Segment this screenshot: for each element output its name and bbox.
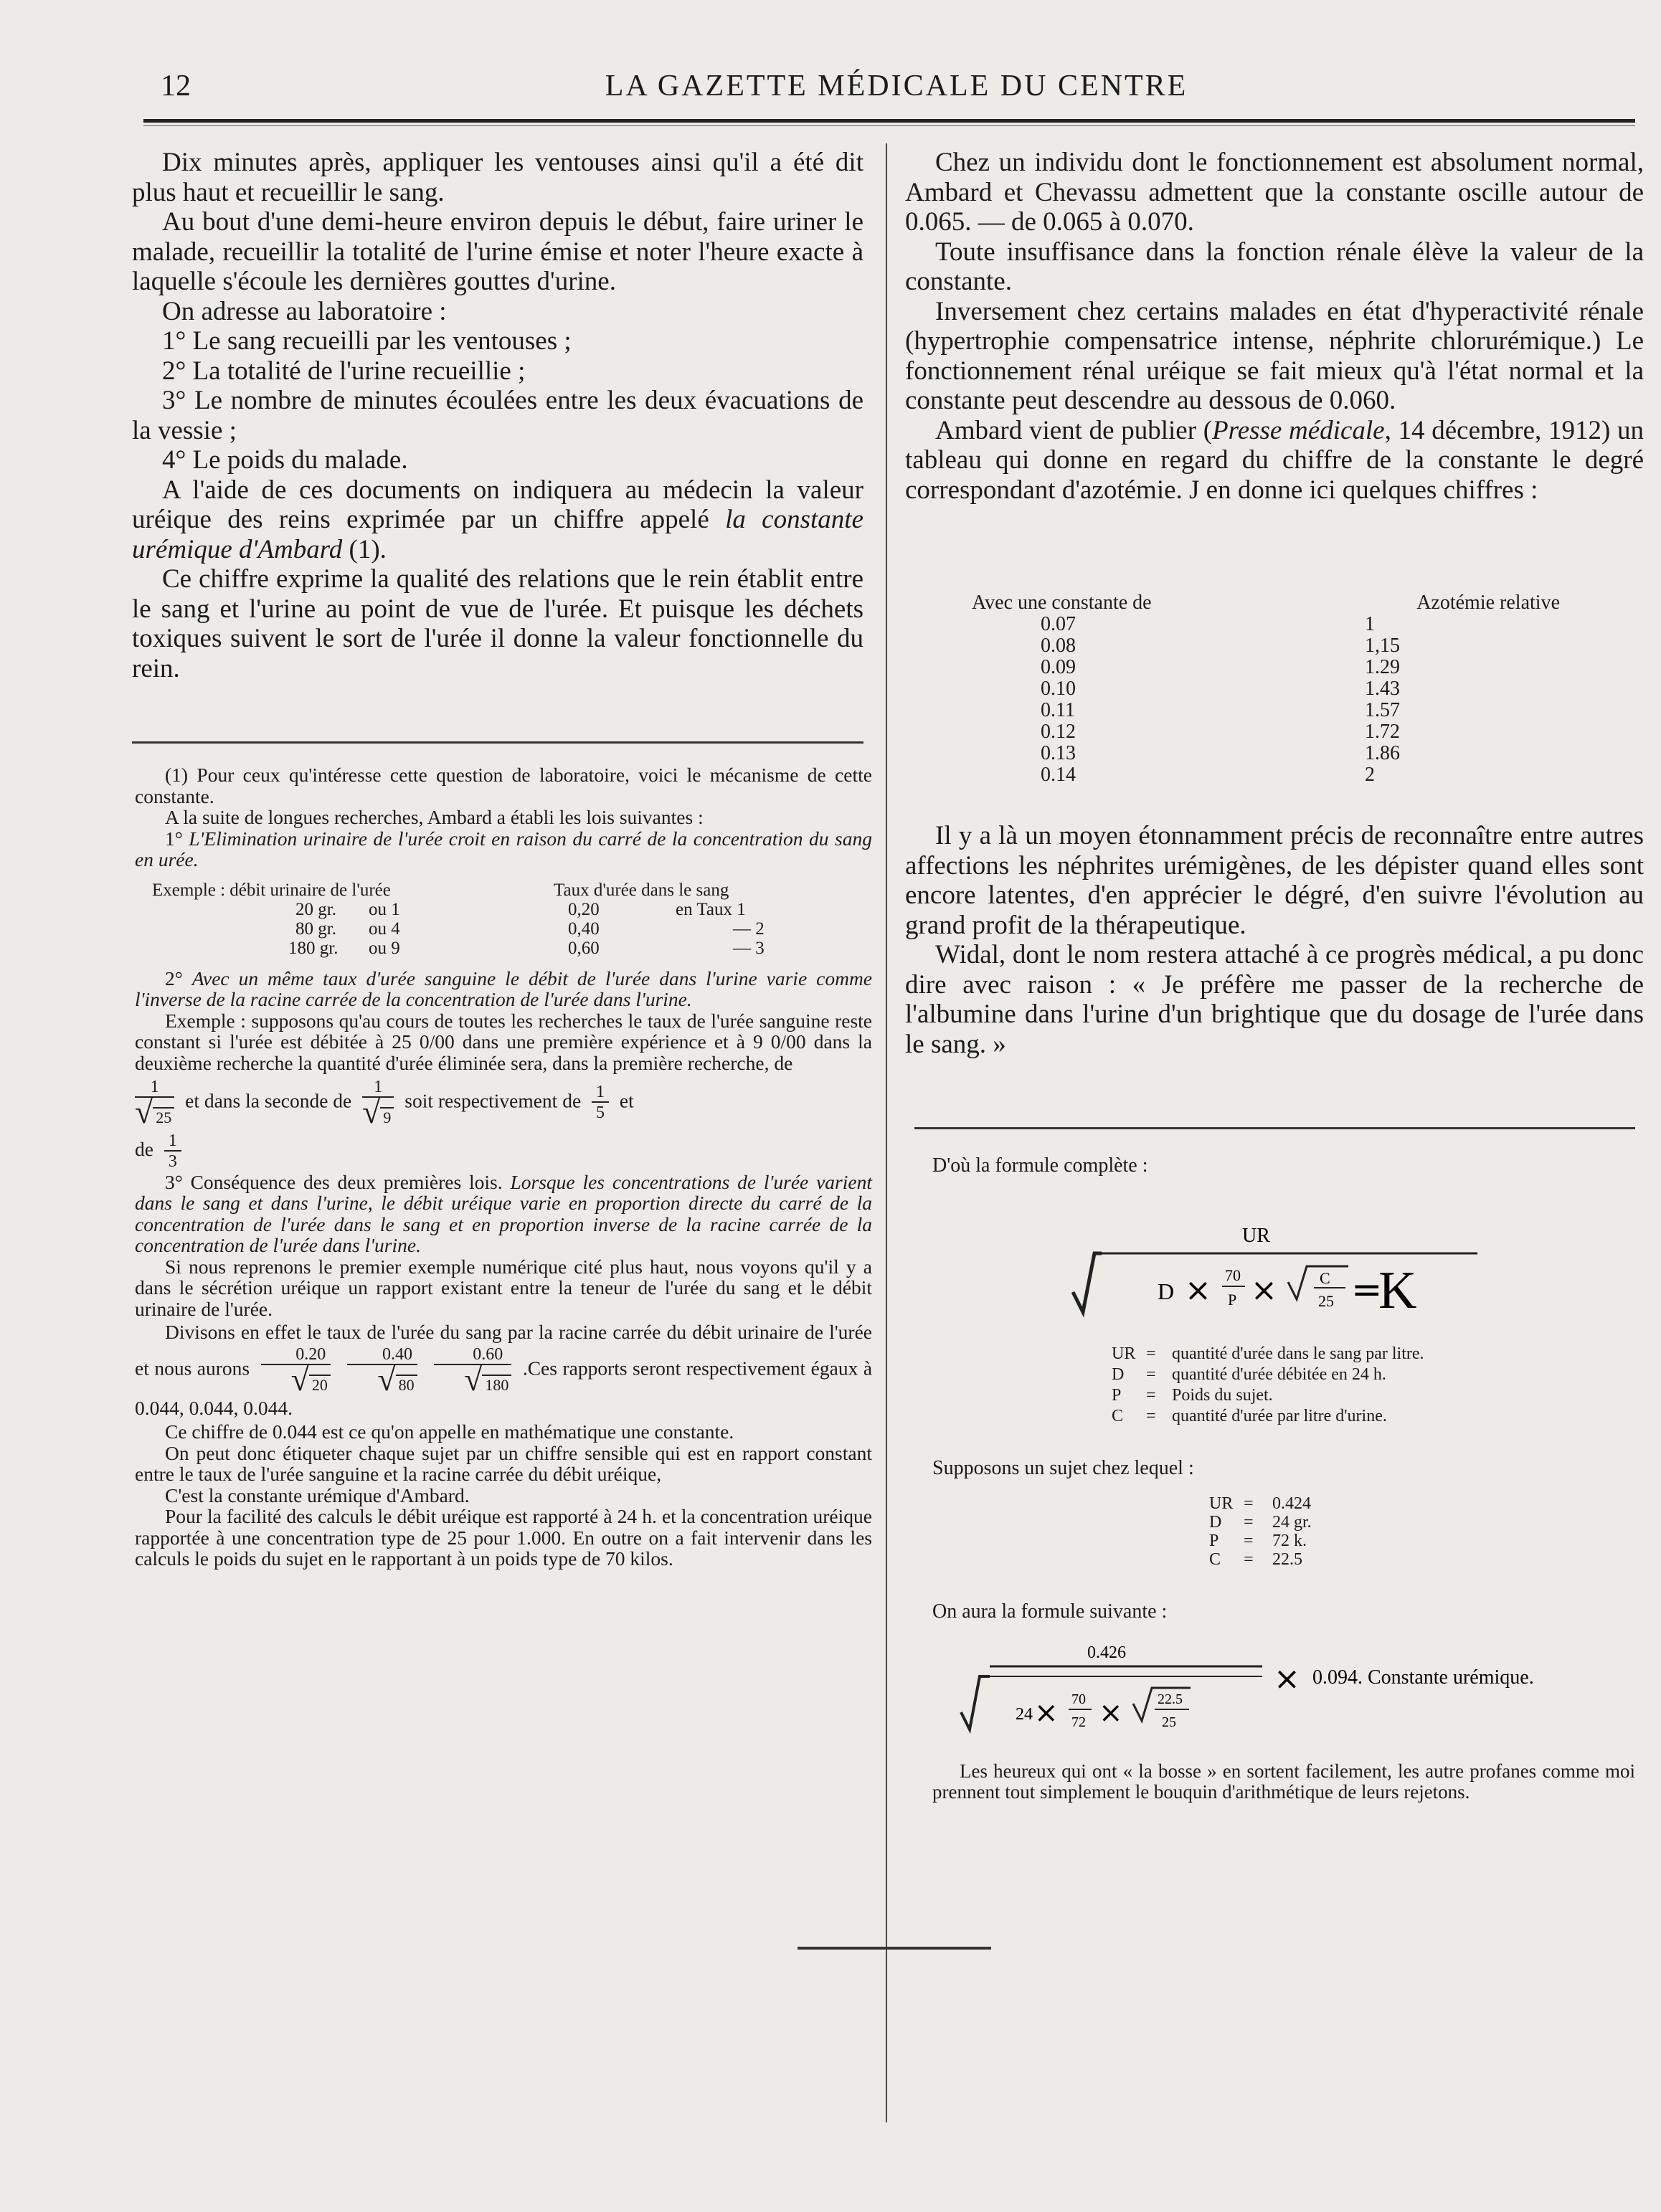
value: 22.5 bbox=[1272, 1550, 1302, 1569]
equals: = bbox=[1244, 1532, 1254, 1550]
numerator: 1 bbox=[362, 1078, 394, 1098]
example-header-right: Taux d'urée dans le sang bbox=[554, 880, 729, 900]
legend-row bbox=[1112, 1406, 1424, 1427]
numerator: 0.40 bbox=[347, 1345, 417, 1365]
equals: = bbox=[1146, 1386, 1156, 1405]
table-row bbox=[972, 743, 1581, 764]
law-number: 2° bbox=[165, 967, 192, 989]
radicand: 80 bbox=[396, 1375, 417, 1394]
section-separator bbox=[914, 1127, 1635, 1129]
value-symbol: P bbox=[1209, 1532, 1219, 1550]
fraction bbox=[434, 1345, 511, 1398]
numerator: 0.20 bbox=[261, 1345, 331, 1365]
cell: ou 1 bbox=[369, 899, 400, 919]
footnote-text: Exemple : supposons qu'au cours de toutes les recherches le taux de l'urée sanguine reste constant si l'urée est débitée à 25 0/00 dans une première expérience et à 9 0/00 dans la deuxième recherche la quantité d'urée éliminée sera, dans la première recherche, de bbox=[135, 1009, 872, 1074]
paragraph bbox=[132, 475, 863, 565]
denominator bbox=[135, 1093, 174, 1130]
paragraph: Au bout d'une demi-heure environ depuis le début, faire uriner le malade, recueillir la totalité de l'urine émise et noter l'heure exacte à laquelle s'écoule les dernières gouttes d'urine. bbox=[132, 207, 863, 296]
times-icon: × bbox=[1034, 1696, 1059, 1729]
equals: = bbox=[1146, 1344, 1156, 1363]
text: de bbox=[135, 1138, 153, 1160]
cell: 20 gr. bbox=[295, 899, 336, 919]
list-item: 3° Le nombre de minutes écoulées entre les deux évacuations de la vessie ; bbox=[132, 386, 863, 445]
radicand: 25 bbox=[153, 1107, 174, 1126]
law-3 bbox=[135, 1172, 872, 1256]
value-row bbox=[1209, 1513, 1312, 1532]
azotemia-value: 1 bbox=[1365, 613, 1375, 635]
footnote-text: Pour la facilité des calculs le débit uréique est rapporté à 24 h. et la concentration uréique rapportée à une concentration type de 25 pour 1.000. En outre on a fait intervenir dans les calculs le poids du sujet en le rapportant à un poids type de 70 kilos. bbox=[135, 1505, 872, 1570]
table-row bbox=[972, 657, 1581, 678]
paragraph: Toute insuffisance dans la fonction rénale élève la valeur de la constante. bbox=[905, 237, 1644, 296]
radical-icon: √ bbox=[377, 1361, 396, 1398]
paragraph: Ce chiffre exprime la qualité des relations que le rein établit entre le sang et l'urine au point de vue de l'urée. Et puisque les déchets toxiques suivent le sort de l'urée il donne la valeur fonctionnelle du rein. bbox=[132, 564, 863, 683]
text: et bbox=[619, 1089, 634, 1112]
radical-icon: √ bbox=[290, 1361, 309, 1398]
value: 24 gr. bbox=[1272, 1513, 1312, 1532]
list-item: 1° Le sang recueilli par les ventouses ; bbox=[162, 326, 572, 356]
running-title: LA GAZETTE MÉDICALE DU CENTRE bbox=[605, 70, 1188, 103]
paragraph: Il y a là un moyen étonnamment précis de reconnaître entre autres affections les néphrites urémigènes, de les dépister quand elles sont encore latentes, d'en apprécier le dégré, d'en suivre l'évolution au grand profit de la thérapeutique. bbox=[905, 821, 1644, 940]
table-row bbox=[972, 635, 1581, 657]
table-row bbox=[152, 900, 765, 919]
law-number: 1° bbox=[165, 827, 189, 850]
right-column-body bbox=[905, 148, 1644, 505]
footnote-text bbox=[135, 1319, 872, 1421]
cell: ou 9 bbox=[369, 938, 400, 958]
legend-symbol: D bbox=[1112, 1365, 1125, 1384]
seventy: 70 bbox=[1225, 1266, 1241, 1284]
value-row bbox=[1209, 1494, 1312, 1513]
numerator: 1 bbox=[164, 1131, 181, 1152]
azotemia-table bbox=[972, 592, 1581, 786]
fraction bbox=[347, 1345, 417, 1398]
fraction bbox=[164, 1131, 181, 1172]
legend-text: Poids du sujet. bbox=[1172, 1386, 1273, 1405]
constant-value: 0.14 bbox=[1041, 764, 1076, 786]
cell: ou 4 bbox=[369, 918, 400, 939]
citation: Presse médicale bbox=[1212, 415, 1385, 445]
equals: = bbox=[1244, 1513, 1254, 1532]
cell: — 3 bbox=[733, 938, 765, 958]
denominator: 3 bbox=[168, 1152, 177, 1171]
fraction-line bbox=[135, 1129, 872, 1172]
table-header bbox=[972, 592, 1581, 614]
cell: 80 gr. bbox=[295, 918, 336, 939]
law-text: Lorsque les concentrations de l'urée varient dans le sang et dans l'urine, le débit uréique varie en proportion directe du carré de la concentration de l'urée dans le sang et en proportion inverse de la racine carrée de la concentration de l'urée dans l'urine. bbox=[135, 1170, 872, 1257]
column-rule bbox=[886, 143, 887, 2122]
numerator: 1 bbox=[592, 1083, 609, 1103]
constant-value: 0.07 bbox=[1041, 613, 1076, 635]
numerator: 0.60 bbox=[434, 1345, 511, 1365]
list-item: 4° Le poids du malade. bbox=[162, 445, 408, 475]
value-row bbox=[1209, 1550, 1312, 1569]
p-symbol: P bbox=[1228, 1291, 1237, 1309]
k-symbol: K bbox=[1378, 1261, 1417, 1320]
constant-value: 0.12 bbox=[1041, 721, 1076, 743]
formula-legend bbox=[1112, 1344, 1424, 1427]
following-text: On aura la formule suivante : bbox=[932, 1600, 1168, 1623]
fraction bbox=[135, 1078, 174, 1128]
footnote-text: C'est la constante urémique d'Ambard. bbox=[165, 1484, 470, 1506]
table-row bbox=[972, 721, 1581, 743]
value: 72 k. bbox=[1272, 1532, 1307, 1550]
footnote-text: On peut donc étiqueter chaque sujet par un chiffre sensible qui est en rapport constant entre le taux de l'urée sanguine et la racine carrée du débit uréique, bbox=[135, 1441, 872, 1486]
azotemia-value: 2 bbox=[1365, 764, 1375, 786]
equals: = bbox=[1146, 1407, 1156, 1425]
end-rule bbox=[798, 1947, 991, 1950]
footnote-text: Si nous reprenons le premier exemple numérique cité plus haut, nous voyons qu'il y a dans le sécrétion uréique un rapport existant entre la teneur de l'urée du sang et le débit urinaire de l'urée. bbox=[135, 1255, 872, 1320]
azotemia-value: 1.86 bbox=[1365, 742, 1400, 764]
paragraph bbox=[905, 416, 1644, 505]
column-header: Avec une constante de bbox=[972, 592, 1152, 614]
denominator bbox=[261, 1361, 331, 1398]
azotemia-value: 1,15 bbox=[1365, 635, 1400, 657]
ur-label: UR bbox=[1242, 1225, 1270, 1247]
legend-row bbox=[1112, 1344, 1424, 1364]
text: et dans la seconde de bbox=[185, 1089, 352, 1112]
azotemia-value: 1.43 bbox=[1365, 678, 1400, 700]
fraction bbox=[362, 1078, 394, 1128]
complete-formula bbox=[932, 1192, 1635, 1335]
example-formula bbox=[932, 1632, 1635, 1739]
azotemia-value: 1.72 bbox=[1365, 721, 1400, 743]
italic-term: la constante urémique d'Ambard bbox=[132, 505, 863, 564]
times-icon: × bbox=[1274, 1661, 1300, 1697]
header-rule-thin bbox=[143, 125, 1635, 126]
radical-icon bbox=[1073, 1253, 1102, 1312]
denominator bbox=[347, 1361, 417, 1398]
law-2 bbox=[135, 968, 872, 1010]
times-icon: × bbox=[1099, 1696, 1123, 1729]
table-row bbox=[972, 764, 1581, 786]
legend-text: quantité d'urée débitée en 24 h. bbox=[1172, 1365, 1386, 1384]
table-row bbox=[972, 700, 1581, 721]
denominator: 5 bbox=[596, 1103, 605, 1122]
left-column-body bbox=[132, 148, 863, 683]
legend-symbol: P bbox=[1112, 1386, 1122, 1405]
ex-225: 22.5 bbox=[1158, 1691, 1183, 1707]
cell: 0,20 bbox=[568, 899, 600, 919]
radical-icon: √ bbox=[362, 1093, 381, 1130]
legend-symbol: C bbox=[1112, 1407, 1124, 1425]
value-symbol: UR bbox=[1209, 1494, 1234, 1513]
fraction bbox=[592, 1083, 609, 1123]
value-symbol: D bbox=[1209, 1513, 1222, 1532]
law-1 bbox=[135, 828, 872, 870]
legend-row bbox=[1112, 1385, 1424, 1406]
footnote-text: (1) Pour ceux qu'intéresse cette question de laboratoire, voici le mécanisme de cette constante. bbox=[135, 764, 872, 807]
constant-value: 0.11 bbox=[1041, 699, 1075, 721]
legend-text: quantité d'urée dans le sang par litre. bbox=[1172, 1344, 1424, 1363]
ex-70: 70 bbox=[1071, 1691, 1086, 1707]
radical-icon: √ bbox=[135, 1093, 153, 1130]
equals: = bbox=[1244, 1494, 1254, 1513]
value: 0.424 bbox=[1272, 1494, 1311, 1513]
table-row bbox=[152, 939, 765, 958]
twentyfive: 25 bbox=[1318, 1292, 1334, 1310]
footnote-text: Ce chiffre de 0.044 est ce qu'on appelle en mathématique une constante. bbox=[165, 1420, 734, 1443]
table-row bbox=[152, 919, 765, 939]
cell: — 2 bbox=[733, 918, 765, 939]
radicand: 20 bbox=[309, 1375, 331, 1394]
suppose-text: Supposons un sujet chez lequel : bbox=[932, 1457, 1194, 1479]
cell: en Taux 1 bbox=[676, 899, 746, 919]
denominator bbox=[434, 1361, 511, 1398]
header-rule bbox=[143, 119, 1635, 123]
ex-72: 72 bbox=[1071, 1714, 1086, 1730]
cell: 0,40 bbox=[568, 918, 600, 939]
constant-value: 0.09 bbox=[1041, 656, 1076, 678]
denominator bbox=[362, 1093, 394, 1130]
radicand: 180 bbox=[482, 1375, 511, 1394]
example-table bbox=[152, 880, 765, 958]
cell: 180 gr. bbox=[288, 938, 339, 958]
azotemia-value: 1.29 bbox=[1365, 656, 1400, 678]
text: Ambard vient de publier ( bbox=[935, 415, 1213, 445]
footnote-ref: (1). bbox=[342, 534, 387, 564]
equals: = bbox=[1146, 1365, 1156, 1384]
column-header: Azotémie relative bbox=[1416, 592, 1560, 614]
law-number: 3° Conséquence des deux premières lois. bbox=[165, 1170, 511, 1193]
ex-24: 24 bbox=[1016, 1705, 1033, 1724]
c-symbol: C bbox=[1320, 1269, 1330, 1287]
constant-value: 0.13 bbox=[1041, 742, 1076, 764]
table-row bbox=[972, 678, 1581, 700]
text: soit respectivement de bbox=[404, 1089, 582, 1112]
equals: = bbox=[1244, 1550, 1254, 1569]
value-symbol: C bbox=[1209, 1550, 1221, 1569]
footnote-separator bbox=[132, 741, 863, 744]
legend-symbol: UR bbox=[1112, 1344, 1136, 1363]
radicand: 9 bbox=[380, 1107, 394, 1126]
times-icon: × bbox=[1251, 1272, 1277, 1309]
equals-icon: = bbox=[1351, 1268, 1383, 1311]
formula-section bbox=[932, 1154, 1635, 1803]
formula-intro: D'où la formule complète : bbox=[932, 1154, 1148, 1177]
radical-icon bbox=[961, 1676, 990, 1729]
numerator: 1 bbox=[135, 1078, 174, 1098]
value-row bbox=[1209, 1532, 1312, 1550]
law-text: L'Elimination urinaire de l'urée croit en raison du carré de la concentration du sang en urée. bbox=[135, 827, 872, 870]
constant-value: 0.10 bbox=[1041, 678, 1076, 700]
list-item: 2° La totalité de l'urine recueillie ; bbox=[162, 356, 526, 386]
table-row bbox=[972, 614, 1581, 635]
page-number: 12 bbox=[161, 70, 191, 103]
law-text: Avec un même taux d'urée sanguine le débit de l'urée dans l'urine varie comme l'inverse de la racine carrée de la concentration de l'urée dans l'urine. bbox=[135, 967, 873, 1010]
ex-result: 0.094. Constante urémique. bbox=[1312, 1666, 1534, 1689]
example-values bbox=[1209, 1494, 1312, 1569]
text: , 14 décembre, 1912) un tableau qui donne en regard du chiffre de la constante le degré correspondant d'azotémie. J en donne ici quelques chiffres : bbox=[905, 415, 1644, 505]
times-icon: × bbox=[1185, 1272, 1211, 1309]
ex-numerator: 0.426 bbox=[1087, 1643, 1126, 1662]
legend-text: quantité d'urée par litre d'urine. bbox=[1172, 1407, 1387, 1425]
paragraph: Dix minutes après, appliquer les ventouses ainsi qu'il a été dit plus haut et recueillir le sang. bbox=[132, 148, 863, 207]
fraction bbox=[261, 1345, 331, 1398]
paragraph: Inversement chez certains malades en état d'hyperactivité rénale (hypertrophie compensatrice intense, néphrite chlorurémique.) Le fonctionnement rénal uréique se fait mieux qu'à l'état normal et la constante peut descendre au dessous de 0.060. bbox=[905, 296, 1644, 415]
paragraph: Chez un individu dont le fonctionnement est absolument normal, Ambard et Chevassu admettent que la constante oscille autour de 0.065. — de 0.065 à 0.070. bbox=[905, 148, 1644, 237]
footnote-text: A la suite de longues recherches, Ambard a établi les lois suivantes : bbox=[165, 806, 704, 828]
paragraph: On adresse au laboratoire : bbox=[162, 296, 447, 326]
paragraph: Widal, dont le nom restera attaché à ce progrès médical, a pu donc dire avec raison : « Je préfère me passer de la recherche de l'albumine dans l'urine d'un brightique que du dosage de l'urée dans le sang. » bbox=[905, 940, 1644, 1059]
constant-value: 0.08 bbox=[1041, 635, 1076, 657]
azotemia-value: 1.57 bbox=[1365, 699, 1400, 721]
closing-note: Les heureux qui ont « la bosse » en sortent facilement, les autre profanes comme moi prennent tout simplement le bouquin d'arithmétique de leurs rejetons. bbox=[932, 1760, 1635, 1803]
d-symbol: D bbox=[1158, 1278, 1175, 1304]
text: .Ces rapports seront respectivement égaux à 0.044, 0.044, 0.044. bbox=[135, 1357, 873, 1420]
ex-25: 25 bbox=[1162, 1714, 1176, 1730]
example-header-left: Exemple : débit urinaire de l'urée bbox=[152, 880, 391, 900]
legend-row bbox=[1112, 1364, 1424, 1385]
radical-icon: √ bbox=[464, 1361, 483, 1398]
right-column-body-lower bbox=[905, 821, 1644, 1059]
text: A l'aide de ces documents on indiquera au médecin la valeur uréique des reins exprimée par un chiffre appelé bbox=[132, 475, 863, 534]
text: Divisons en effet le taux de l'urée du sang par la racine carrée du débit urinaire de l'urée et nous aurons bbox=[135, 1321, 872, 1380]
cell: 0,60 bbox=[568, 938, 600, 958]
fraction-line bbox=[135, 1078, 872, 1128]
footnote bbox=[135, 764, 872, 1570]
